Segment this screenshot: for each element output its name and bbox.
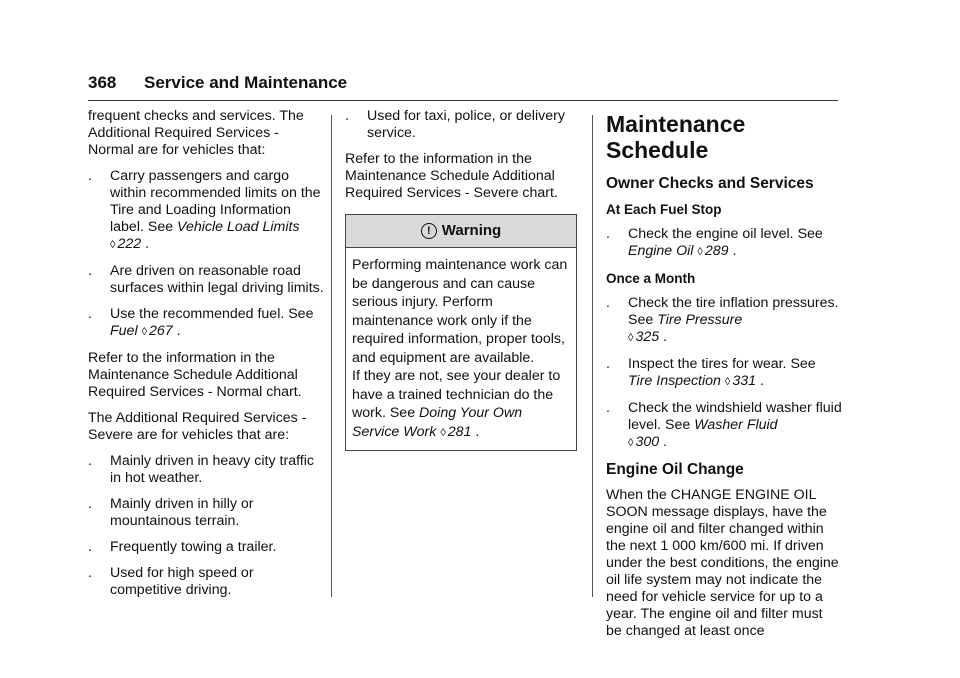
list-item [88,263,328,297]
list-item [345,108,580,142]
cross-reference-link[interactable]: Doing Your Own Service Work [352,405,523,440]
list-item-text: Use the recommended fuel. See [110,306,314,322]
warning-text-2-lead: If they are not, see your dealer to have a trained technician do the work. See [352,368,561,421]
list-item-text: Mainly driven in hilly or mountainous terrain. [110,496,254,529]
group-heading: At Each Fuel Stop [606,202,722,217]
list-item: . Use the recommended fuel. See Fuel ◊ 267 . [88,306,314,339]
page-ref-icon: ◊ [628,332,634,344]
page-header [88,70,838,101]
page-ref-icon: ◊ [110,239,116,251]
intro-paragraph: frequent checks and services. The Additional Required Services - Normal are for vehicles that: [88,108,304,158]
warning-title: Warning [441,222,502,239]
bullet: . [88,539,92,555]
cross-reference-link[interactable]: Tire Pressure [657,312,743,328]
page-number: 368 [88,73,117,92]
bullet: . [606,226,610,242]
list-item-text: Check the windshield washer fluid level. See [628,400,842,433]
page-reference[interactable] [628,329,659,345]
list-item: . Check the tire inflation pressures. See Tire Pressure ◊ 325 . [606,295,839,345]
bullet: . [88,306,92,322]
page-ref-number[interactable]: 267 [149,323,173,339]
list-item-text: Used for high speed or competitive driving. [110,565,254,598]
warning-box [345,214,577,451]
bullet: . [88,496,92,512]
warning-body [346,248,576,450]
list-item [88,496,328,530]
list-item-text: Mainly driven in heavy city traffic in hot weather. [110,453,314,486]
list-item: . Inspect the tires for wear. See Tire Inspection ◊ 331 . [606,356,816,389]
paragraph: Refer to the information in the Maintenance Schedule Additional Required Services - Normal chart. [88,350,302,400]
section-heading: Maintenance Schedule [606,111,746,163]
page-reference[interactable] [440,424,471,440]
bullet: . [345,108,349,124]
paragraph: The Additional Required Services - Severe are for vehicles that are: [88,410,307,443]
page-ref-icon: ◊ [141,326,147,338]
bullet: . [606,295,610,311]
page-ref-icon: ◊ [697,246,703,258]
page-ref-number[interactable]: 281 [447,423,472,440]
paragraph: When the CHANGE ENGINE OIL SOON message displays, have the engine oil and filter changed within the next 1 000 km/600 mi. If driven under the best conditions, the engine oil life system may not indicate the need for vehicle service for up to a year. The engine oil and filter must be changed at least once [606,487,839,639]
page-reference[interactable] [110,236,141,252]
page-ref-number[interactable]: 325 [635,329,660,345]
page-ref-number[interactable]: 222 [117,236,142,252]
column-divider [592,115,593,597]
bullet: . [88,263,92,279]
list-item [88,453,328,487]
section-title: Service and Maintenance [144,73,348,92]
list-item-text: Used for taxi, police, or delivery service. [367,108,565,141]
list-item-text: Check the engine oil level. See [628,226,823,242]
bullet: . [88,453,92,469]
cross-reference-link[interactable]: Vehicle Load Limits [177,219,300,235]
cross-reference-link[interactable]: Washer Fluid [694,417,778,433]
cross-reference-link[interactable]: Fuel [110,323,138,339]
list-item: . Carry passengers and cargo within recommended limits on the Tire and Loading Information label. See Vehicle Load Limits ◊ 222 . [88,168,321,252]
list-item-text: Are driven on reasonable road surfaces within legal driving limits. [110,263,324,296]
bullet: . [88,168,92,184]
list-item-text: Inspect the tires for wear. See [628,356,816,372]
cross-reference-link[interactable]: Engine Oil [628,243,694,259]
page-ref-number[interactable]: 289 [704,243,729,259]
list-item [88,539,328,556]
column-3 [606,108,842,649]
bullet: . [88,565,92,581]
subsection-heading: Owner Checks and Services [606,175,814,192]
page-ref-icon: ◊ [440,426,446,439]
page-ref-number[interactable]: 331 [732,373,756,389]
subsection-heading: Engine Oil Change [606,461,744,478]
paragraph: Refer to the information in the Maintenance Schedule Additional Required Services - Severe chart. [345,151,558,201]
column-2 [345,108,580,451]
page-reference[interactable] [628,434,659,450]
warning-text-2: If they are not, see your dealer to have a trained technician do the work. See Doing Your Own Service Work ◊ 281 . [352,368,561,440]
group-heading: Once a Month [606,271,696,286]
column-divider [331,115,332,597]
bullet: . [606,400,610,416]
list-item-text: Carry passengers and cargo within recommended limits on the Tire and Loading Information label. See [110,168,321,235]
list-item [88,565,328,599]
warning-text: Performing maintenance work can be dangerous and can cause serious injury. Perform maintenance work only if the required information, proper tools, and equipment are available. [352,257,568,366]
warning-icon: ! [421,223,437,239]
page-reference[interactable] [725,373,756,389]
warning-header [346,215,576,248]
list-item-text: Frequently towing a trailer. [110,539,277,555]
list-item: . Check the engine oil level. See Engine Oil ◊ 289 . [606,226,823,259]
column-1 [88,108,328,608]
list-item-text: Check the tire inflation pressures. See [628,295,839,328]
list-item: . Check the windshield washer fluid level. See Washer Fluid ◊ 300 . [606,400,842,450]
page-reference[interactable] [697,243,728,259]
page-ref-number[interactable]: 300 [635,434,660,450]
page-ref-icon: ◊ [628,437,634,449]
page-ref-icon: ◊ [724,376,731,388]
cross-reference-link[interactable]: Tire Inspection [628,373,721,389]
bullet: . [606,356,610,372]
page-reference[interactable] [142,323,173,339]
